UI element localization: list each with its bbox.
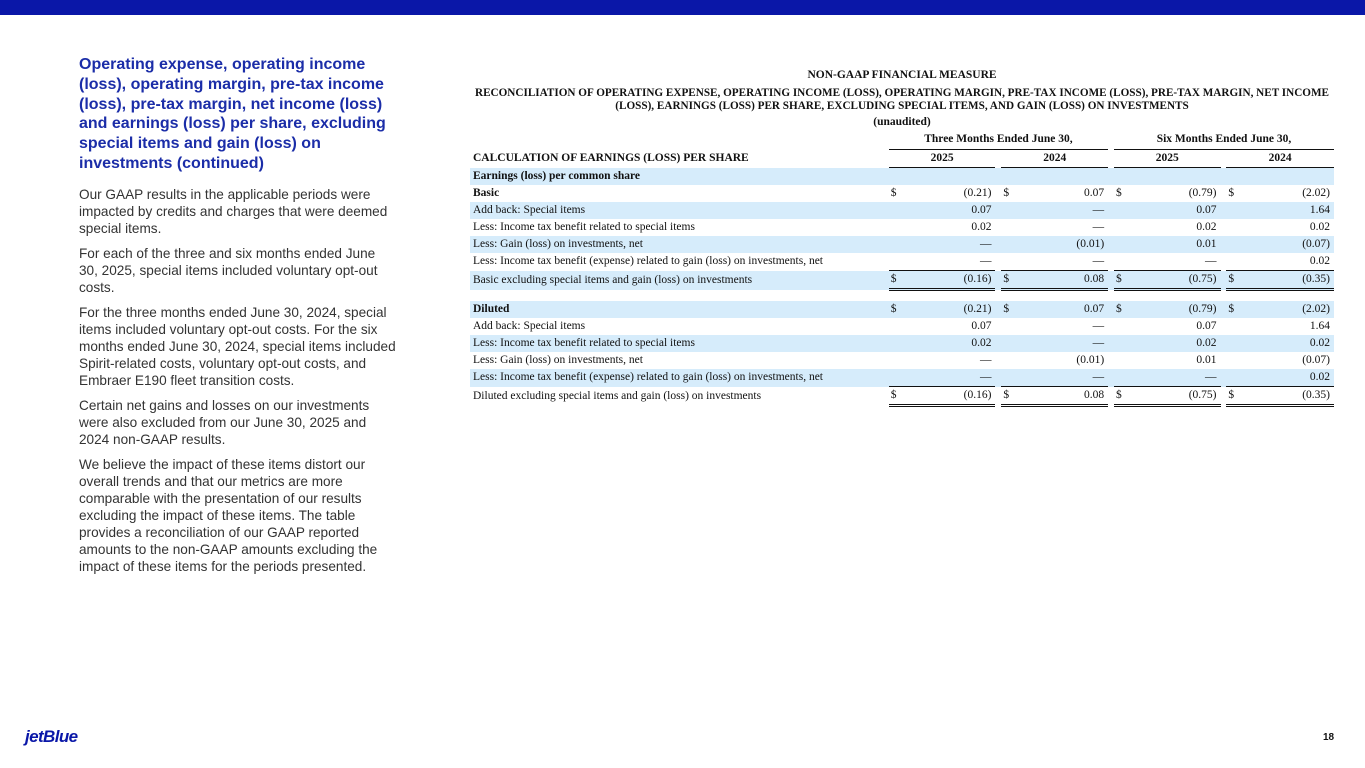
top-brand-bar bbox=[0, 0, 1365, 15]
year-header: 2024 bbox=[1001, 150, 1108, 168]
cell-value: — bbox=[979, 354, 992, 366]
cell-value: — bbox=[1092, 255, 1105, 267]
cell-value: 0.02 bbox=[1244, 335, 1334, 352]
cell-value: (0.01) bbox=[1019, 236, 1108, 253]
table-row-total bbox=[470, 387, 1334, 406]
paragraph-3: For the three months ended June 30, 2024, special items included voluntary opt-out costs. For the six months ended June 30, 2024, special items included Spirit-related costs, voluntary opt-out costs, and Embraer E190 fleet transition costs. bbox=[79, 304, 396, 388]
table-row-total bbox=[470, 271, 1334, 290]
dollar-sign: $ bbox=[1114, 271, 1132, 290]
cell-value: 0.08 bbox=[1019, 387, 1108, 406]
dollar-sign: $ bbox=[890, 187, 897, 199]
cell-value: 1.64 bbox=[1309, 320, 1330, 332]
left-text-panel bbox=[79, 55, 397, 583]
table-row bbox=[470, 185, 1334, 202]
cell-value: (0.01) bbox=[1076, 354, 1105, 366]
cell-value: — bbox=[1092, 221, 1105, 233]
row-label: Less: Income tax benefit (expense) related to gain (loss) on investments, net bbox=[470, 369, 889, 387]
dollar-sign: $ bbox=[1003, 187, 1010, 199]
dollar-sign: $ bbox=[1226, 301, 1244, 318]
dollar-sign: $ bbox=[1226, 271, 1244, 290]
cell-value: (0.79) bbox=[1132, 301, 1221, 318]
table-row bbox=[470, 253, 1334, 271]
slide-title: Operating expense, operating income (loss), operating margin, pre-tax income (loss), pre-tax margin, net income (loss) and earnings (loss) per share, excluding special items and gain (loss) on investments (continued) bbox=[79, 56, 386, 172]
cell-value: 0.02 bbox=[1196, 221, 1217, 233]
table-row bbox=[470, 369, 1334, 387]
cell-value: (2.02) bbox=[1244, 301, 1334, 318]
cell-value: 0.07 bbox=[907, 202, 996, 219]
reconciliation-title: RECONCILIATION OF OPERATING EXPENSE, OPERATING INCOME (LOSS), OPERATING MARGIN, PRE-TAX INCOME (LOSS), PRE-TAX MARGIN, NET INCOME (LOSS), EARNINGS (LOSS) PER SHARE, EXCLUDING SPECIAL ITEMS, AND GAIN (LOSS) ON INVESTMENTS bbox=[474, 87, 1330, 112]
dollar-sign: $ bbox=[1115, 187, 1122, 199]
dollar-sign: $ bbox=[889, 271, 907, 290]
cell-value: — bbox=[1019, 202, 1108, 219]
dollar-sign: $ bbox=[1228, 187, 1235, 199]
table-row bbox=[470, 335, 1334, 352]
cell-value: — bbox=[979, 255, 992, 267]
paragraph-2: For each of the three and six months ended June 30, 2025, special items included voluntary opt-out costs. bbox=[79, 245, 378, 295]
cell-value: (2.02) bbox=[1302, 187, 1330, 199]
period-header-row bbox=[470, 130, 1334, 150]
table-row bbox=[470, 318, 1334, 335]
dollar-sign: $ bbox=[1114, 387, 1132, 406]
eps-reconciliation-table bbox=[470, 130, 1334, 407]
row-label: Less: Income tax benefit related to special items bbox=[470, 335, 889, 352]
cell-value: (0.75) bbox=[1132, 387, 1221, 406]
cell-value: — bbox=[1019, 369, 1108, 387]
cell-value: (0.21) bbox=[907, 301, 996, 318]
row-label: Diluted excluding special items and gain (loss) on investments bbox=[473, 389, 762, 402]
cell-value: (0.75) bbox=[1132, 271, 1221, 290]
paragraph-5: We believe the impact of these items distort our overall trends and that our metrics are more comparable with the presentation of our results excluding the impact of these items. The table provides a reconciliation of our GAAP reported amounts to the non-GAAP amounts excluding the impact of these items for the periods presented. bbox=[79, 456, 378, 574]
cell-value: (0.35) bbox=[1244, 387, 1334, 406]
year-header: 2025 bbox=[1114, 150, 1221, 168]
dollar-sign: $ bbox=[1114, 301, 1132, 318]
cell-value: 0.02 bbox=[971, 221, 992, 233]
row-label: Less: Income tax benefit related to special items bbox=[473, 221, 695, 233]
cell-value: 0.07 bbox=[1019, 301, 1108, 318]
dollar-sign: $ bbox=[1001, 271, 1019, 290]
cell-value: 1.64 bbox=[1244, 202, 1334, 219]
calculation-label: CALCULATION OF EARNINGS (LOSS) PER SHARE bbox=[473, 152, 749, 164]
section-row bbox=[470, 168, 1334, 186]
row-label: Less: Income tax benefit (expense) related to gain (loss) on investments, net bbox=[473, 255, 824, 268]
table-row bbox=[470, 301, 1334, 318]
dollar-sign: $ bbox=[889, 387, 907, 406]
row-label: Add back: Special items bbox=[470, 202, 889, 219]
cell-value: — bbox=[907, 369, 996, 387]
dollar-sign: $ bbox=[889, 301, 907, 318]
cell-value: 0.02 bbox=[907, 335, 996, 352]
year-header: 2024 bbox=[1226, 150, 1334, 168]
cell-value: — bbox=[1019, 335, 1108, 352]
period-three-months: Three Months Ended June 30, bbox=[889, 130, 1108, 150]
dollar-sign: $ bbox=[1001, 387, 1019, 406]
cell-value: — bbox=[1205, 255, 1217, 267]
cell-value: 0.02 bbox=[1132, 335, 1221, 352]
dollar-sign: $ bbox=[1001, 301, 1019, 318]
unaudited-label: (unaudited) bbox=[873, 116, 931, 128]
dollar-sign: $ bbox=[1226, 387, 1244, 406]
cell-value: 0.07 bbox=[1084, 187, 1105, 199]
cell-value: 0.02 bbox=[1244, 369, 1334, 387]
row-label: Diluted bbox=[470, 301, 889, 318]
year-header: 2025 bbox=[889, 150, 996, 168]
row-label: Basic excluding special items and gain (loss) on investments bbox=[470, 271, 889, 290]
cell-value: 0.01 bbox=[1196, 354, 1217, 366]
spacer-row bbox=[470, 290, 1334, 302]
row-label: Add back: Special items bbox=[473, 320, 586, 332]
paragraph-4: Certain net gains and losses on our investments were also excluded from our June 30, 2025 and 2024 non-GAAP results. bbox=[79, 397, 370, 447]
paragraph-1: Our GAAP results in the applicable periods were impacted by credits and charges that were deemed special items. bbox=[79, 186, 388, 236]
table-row bbox=[470, 352, 1334, 369]
measure-title: NON-GAAP FINANCIAL MEASURE bbox=[807, 69, 997, 81]
cell-value: (0.07) bbox=[1244, 236, 1334, 253]
cell-value: (0.07) bbox=[1302, 354, 1330, 366]
section-label: Earnings (loss) per common share bbox=[470, 168, 1334, 186]
cell-value: — bbox=[1132, 369, 1221, 387]
page-number: 18 bbox=[1323, 732, 1335, 743]
row-label: Less: Gain (loss) on investments, net bbox=[470, 236, 889, 253]
jetblue-logo: jetBlue bbox=[25, 727, 78, 746]
year-header-row bbox=[470, 150, 1334, 168]
cell-value: 0.01 bbox=[1132, 236, 1221, 253]
cell-value: (0.16) bbox=[907, 271, 996, 290]
cell-value: 0.07 bbox=[1196, 320, 1217, 332]
cell-value: (0.16) bbox=[907, 387, 996, 406]
cell-value: 0.07 bbox=[1132, 202, 1221, 219]
cell-value: 0.02 bbox=[1309, 255, 1330, 267]
cell-value: — bbox=[1092, 320, 1105, 332]
table-row bbox=[470, 202, 1334, 219]
row-label: Basic bbox=[473, 187, 500, 199]
cell-value: (0.21) bbox=[963, 187, 992, 199]
table-row bbox=[470, 219, 1334, 236]
row-label: Less: Gain (loss) on investments, net bbox=[473, 354, 643, 366]
cell-value: — bbox=[907, 236, 996, 253]
cell-value: 0.07 bbox=[971, 320, 992, 332]
cell-value: 0.02 bbox=[1309, 221, 1330, 233]
cell-value: (0.35) bbox=[1244, 271, 1334, 290]
cell-value: (0.79) bbox=[1188, 187, 1217, 199]
period-six-months: Six Months Ended June 30, bbox=[1114, 130, 1334, 150]
cell-value: 0.08 bbox=[1019, 271, 1108, 290]
table-row bbox=[470, 236, 1334, 253]
